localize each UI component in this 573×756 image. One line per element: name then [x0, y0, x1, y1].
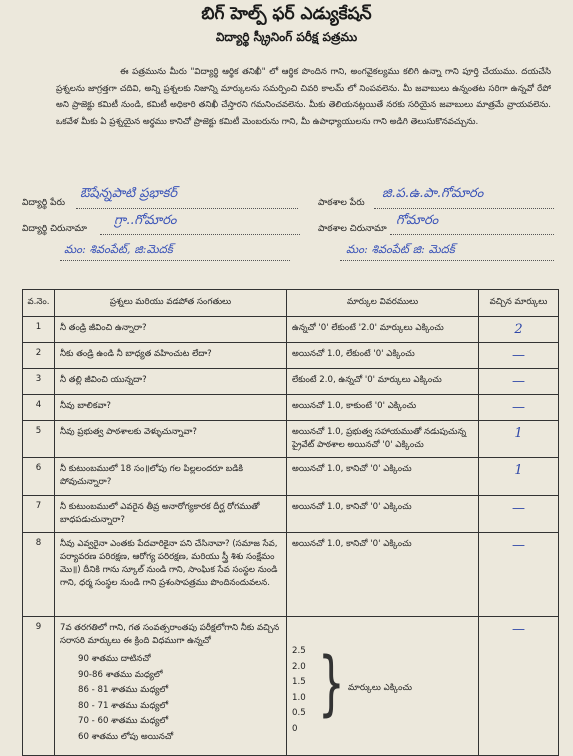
student-name-label: విద్యార్థి పేరు: [22, 198, 65, 208]
table-row: [23, 496, 559, 533]
school-address-label: పాఠశాల చిరునామా: [318, 224, 387, 234]
row-marks-obtained[interactable]: —: [479, 496, 559, 533]
table-header-row: [23, 290, 559, 317]
row-question: నీ తండ్రి జీవించి ఉన్నారా?: [55, 317, 287, 343]
row-question: నీ కుటుంబములో ఎవరైన తీవ్ర అనారోగ్యకారక దీర్ఘ రోగముతో బాధపడుచున్నారా?: [55, 496, 287, 533]
list-item: 60 శాతము లోపు అయినచో: [78, 731, 174, 742]
student-address-value[interactable]: గ్రా..గోమారం: [114, 213, 177, 228]
table-row: [23, 421, 559, 458]
form-title: బిగ్ హెల్ప్ ఫర్ ఎడ్యుకేషన్: [201, 4, 372, 24]
table-row: [23, 395, 559, 421]
table-row: [23, 343, 559, 369]
scale-value: 2.5: [292, 646, 306, 656]
school-name-line: [374, 208, 554, 209]
marks-scale: [292, 644, 306, 737]
row-question: నీ కుటుంబములో 18 సం॥లోపు గల పిల్లలందరూ బడికి పోవుచున్నారా?: [55, 458, 287, 496]
row-number: 5: [23, 421, 55, 458]
screening-table: [22, 289, 559, 756]
header-marks-obtained: వచ్చిన మార్కులు: [479, 290, 559, 317]
row-number: 9: [23, 617, 55, 756]
student-address-line2-value[interactable]: మం: శివంపేట్, జి:మెదక్: [64, 242, 173, 256]
row-question: నీ తల్లి జీవించి యున్నదా?: [55, 369, 287, 395]
row-marks-detail: అయినచో 1.0, కానిచో '0' ఎక్కించు: [287, 458, 479, 496]
marks-scale-block: [292, 622, 473, 750]
school-name-label: పాఠశాల పేరు: [318, 198, 365, 208]
row-marks-detail: అయినచో 1.0, కాకుంటే '0' ఎక్కించు: [287, 395, 479, 421]
row-question-9: [55, 617, 287, 756]
row-number: 4: [23, 395, 55, 421]
scale-value: 1.0: [292, 692, 306, 703]
row-marks-detail-9: [287, 617, 479, 756]
curly-brace-icon: }: [318, 642, 345, 724]
row-question: నీకు తండ్రి ఉండి నీ బాధ్యత వహించుట లేదా?: [55, 343, 287, 369]
school-address-value[interactable]: గోమారం: [396, 213, 439, 228]
scale-value: 0.5: [292, 708, 306, 718]
student-address-line: [100, 234, 300, 235]
row-marks-obtained[interactable]: —: [479, 617, 559, 756]
table-row: [23, 317, 559, 343]
row-number: 8: [23, 533, 55, 617]
list-item: 90-86 శాతము మధ్యలో: [78, 669, 163, 680]
row-number: 6: [23, 458, 55, 496]
header-marks-details: మార్కుల వివరములు: [287, 290, 479, 317]
scale-value: 0: [292, 723, 298, 734]
student-address-label: విద్యార్థి చిరునామా: [22, 224, 87, 234]
school-address-line2-value[interactable]: మం: శివంపేట్ జి: మెదక్: [346, 242, 455, 256]
row-marks-detail: అయినచో 1.0, కానిచో '0' ఎక్కించు: [287, 496, 479, 533]
row-marks-detail: ఉన్నచో '0' లేకుంటే '2.0' మార్కులు ఎక్కించు: [287, 317, 479, 343]
list-item: 90 శాతము దాటినచో: [78, 654, 151, 664]
form-subtitle: విద్యార్థి స్క్రీనింగ్ పరీక్ష పత్రము: [215, 30, 358, 44]
row-marks-obtained[interactable]: —: [479, 369, 559, 395]
list-item: 80 - 71 శాతము మధ్యలో: [78, 700, 169, 711]
school-name-value[interactable]: జి.ప.ఉ.పా.గోమారం: [382, 186, 484, 201]
scale-value: 2.0: [292, 661, 306, 672]
row-number: 7: [23, 496, 55, 533]
row-marks-detail: అయినచో 1.0, లేకుంటే '0' ఎక్కించు: [287, 343, 479, 369]
student-address-line-2: [60, 260, 290, 261]
header-questions: ప్రశ్నలు మరియు వడపోత సంగతులు: [55, 290, 287, 317]
list-item: 70 - 60 శాతము మధ్యలో: [78, 716, 169, 726]
row-question: నీవు బాలికవా?: [55, 395, 287, 421]
row-marks-obtained[interactable]: —: [479, 533, 559, 617]
marks-enter-label: మార్కులు ఎక్కించు: [348, 683, 413, 693]
list-item: 86 - 81 శాతము మధ్యలో: [78, 685, 169, 695]
row-question: నీవు ఎవ్వరైనా ఎంతకు పేదవారికైనా పని చేసినావా? (సమాజ సేవ, పర్యావరణ పరిరక్షణ, ఆరోగ్య పరిరక్షణ, మరియు స్త్రీ శిశు సంక్షేమం మొ॥) దీనికి గాను స్కూల్ నుండి గాని, సాంఘిక సేవ సంస్థల నుండి గాని, ధర్మ సంస్థల నుండి గాని ప్రశంసాపత్రము పొందినందువలన.: [55, 533, 287, 617]
row-marks-obtained[interactable]: 1: [479, 458, 559, 496]
student-name-line: [76, 208, 298, 209]
school-address-line: [390, 234, 554, 235]
table-row: [23, 458, 559, 496]
scale-value: 1.5: [292, 677, 306, 687]
row-marks-obtained[interactable]: —: [479, 395, 559, 421]
row-marks-obtained[interactable]: 2: [479, 317, 559, 343]
instructions-paragraph: ఈ పత్రమును మీరు "విద్యార్థి ఆర్థిక తనిఖీ" లో ఆర్థిక పొందిన గాని, అంగవైకల్యము కలిగి ఉన్నా గాని పూర్తి చేయుము. దయచేసి ప్రశ్నలను జాగ్రత్తగా చదివి, అన్ని ప్రశ్నలకు నిజాన్ని మార్కులను సమర్పించి చివరి కాలమ్ లో నింపవలెను. మీ జవాబులు ఉన్నంతట సరిగా ఉన్నవో రేపో అని ప్రాజెక్టు కమిటీ నుండి, కమిటీ అధికారి తనిఖీ చేస్తారని గమనించవలెను. మీకు తెలియనట్లయితే నరకు సరియైన జవాబులు మాత్రమే వ్రాయవలెను. ఒకవేళ మీకు ఏ ప్రశ్నయైన అర్థము కానిచో ప్రాజెక్టు కమిటీ మెంబరును గాని, మీ ఉపాధ్యాయులను గాని అడిగి తెలుసుకొనవచ్చును.: [56, 67, 551, 127]
row-question: 7వ తరగతిలో గాని, గత సంవత్సరాంతపు పరీక్షలోగాని నీకు వచ్చిన సరాసరి మార్కులు ఈ క్రింది విధముగా ఉన్నచో: [60, 623, 280, 646]
row-question: నీవు ప్రభుత్వ పాఠశాలకు వెళ్ళుచున్నావా?: [55, 421, 287, 458]
row-marks-detail: అయినచో 1.0, కానిచో '0' ఎక్కించు: [287, 533, 479, 617]
row-number: 3: [23, 369, 55, 395]
table-row: [23, 533, 559, 617]
row-marks-detail: లేకుంటే 2.0, ఉన్నచో '0' మార్కులు ఎక్కించు: [287, 369, 479, 395]
row-number: 1: [23, 317, 55, 343]
row-marks-obtained[interactable]: —: [479, 343, 559, 369]
table-row: [23, 369, 559, 395]
header-serial-no: వ.నెం.: [23, 290, 55, 317]
row-marks-detail: అయినచో 1.0, ప్రభుత్వ సహాయముతో నడుపుచున్న ప్రైవేట్ పాఠశాల అయినచో '0' ఎక్కించు: [287, 421, 479, 458]
row-number: 2: [23, 343, 55, 369]
student-name-value[interactable]: ఔషేన్నపాటి ప్రభాకర్: [80, 186, 178, 201]
percentage-range-list: [78, 652, 281, 745]
table-row: [23, 617, 559, 756]
row-marks-obtained[interactable]: 1: [479, 421, 559, 458]
school-address-line-2: [340, 260, 554, 261]
